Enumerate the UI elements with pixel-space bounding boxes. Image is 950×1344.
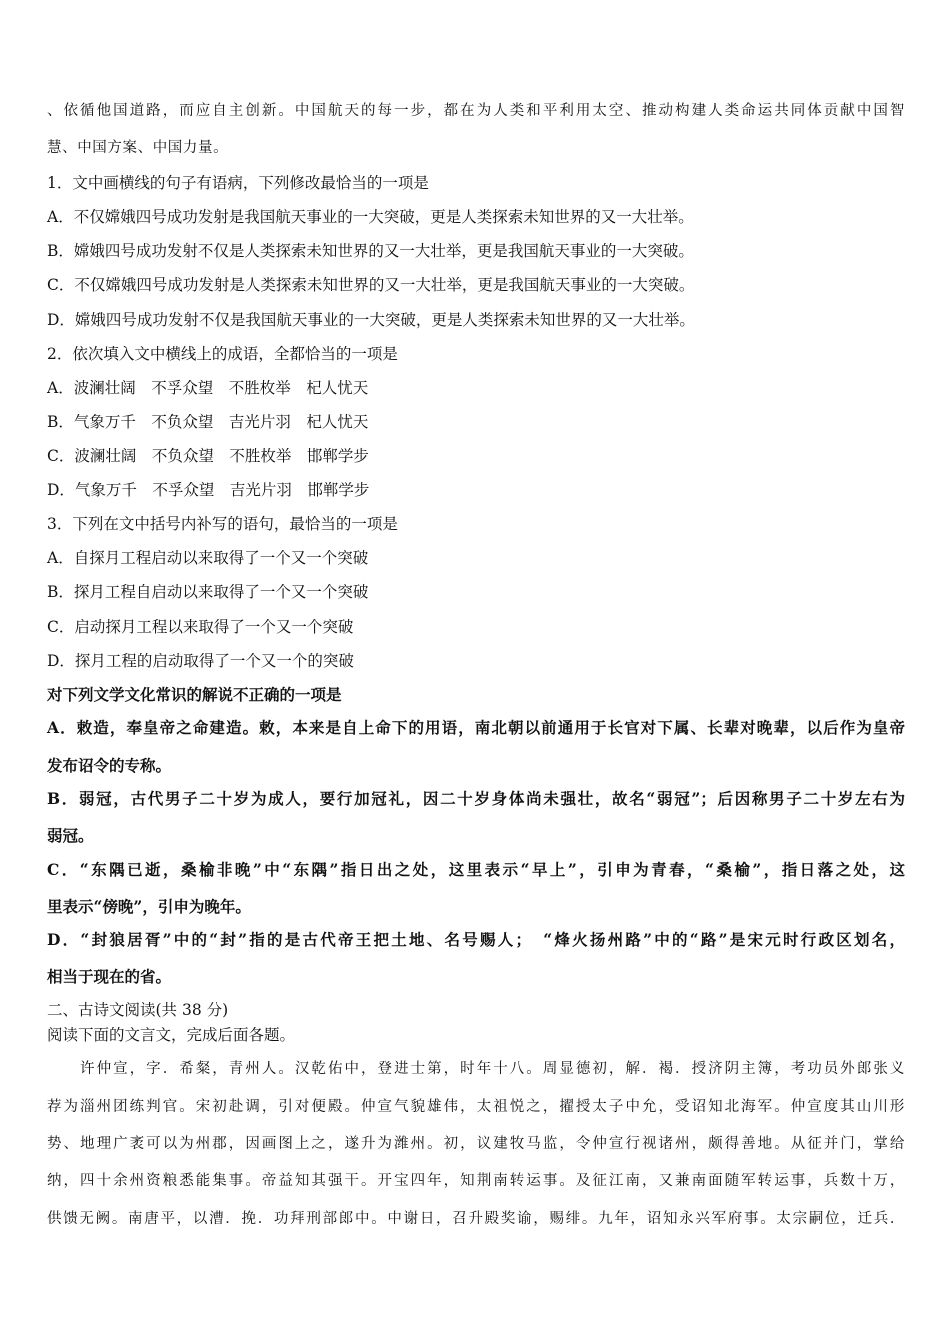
q2-option-d: D．气象万千 不孚众望 吉光片羽 邯郸学步 (47, 481, 370, 499)
q4-option-a-line-2: 发布诏令的专称。 (47, 756, 172, 775)
q4-option-d-line-1: D．“封狼居胥”中的“封”指的是古代帝王把土地、名号赐人； “烽火扬州路”中的“路”是宋元时行政区划名， (47, 930, 905, 949)
passage-line-1: 许仲宣，字．希粲，青州人。汉乾佑中，登进士第，时年十八。周显德初，解．褐．授济阴主簿，考功员外郎张义 (47, 1061, 905, 1077)
q4-option-b-line-1: B．弱冠，古代男子二十岁为成人，要行加冠礼，因二十岁身体尚未强壮，故名“弱冠”；后因称男子二十岁左右为 (47, 789, 905, 808)
q3-option-c: C．启动探月工程以来取得了一个又一个突破 (47, 618, 354, 636)
q3-option-a: A．自探月工程启动以来取得了一个又一个突破 (47, 549, 369, 567)
q2-option-a: A．波澜壮阔 不孚众望 不胜枚举 杞人忧天 (47, 379, 369, 397)
q4-option-c-line-1: C．“东隅已逝，桑榆非晚”中“东隅”指日出之处，这里表示“早上”，引申为青春，“桑榆”，指日落之处，这 (47, 860, 905, 879)
q4-option-d-line-2: 相当于现在的省。 (47, 967, 172, 986)
intro-line-1: 、依循他国道路，而应自主创新。中国航天的每一步，都在为人类和平利用太空、推动构建人类命运共同体贡献中国智 (47, 103, 905, 119)
q2-option-c: C．波澜壮阔 不负众望 不胜枚举 邯郸学步 (47, 447, 369, 465)
intro-line-2: 慧、中国方案、中国力量。 (47, 140, 229, 156)
q4-option-a-line-1: A．敕造，奉皇帝之命建造。敕，本来是自上命下的用语，南北朝以前通用于长官对下属、长辈对晚辈，以后作为皇帝 (47, 718, 905, 737)
passage-line-4: 纳，四十余州资粮悉能集事。帝益知其强干。开宝四年，知荆南转运事。及征江南，又兼南面随军转运事，兵数十万， (47, 1173, 905, 1189)
q1-stem: 1．文中画横线的句子有语病，下列修改最恰当的一项是 (47, 174, 429, 192)
passage-line-3: 势、地理广袤可以为州郡，因画图上之，遂升为潍州。初，议建牧马监，令仲宣行视诸州，颇得善地。从征并门，掌给 (47, 1136, 905, 1152)
q1-option-a: A．不仅嫦娥四号成功发射是我国航天事业的一大突破，更是人类探索未知世界的又一大壮举。 (47, 208, 694, 226)
passage-line-5: 供馈无阙。南唐平，以漕．挽．功拜刑部郎中。中谢日，召升殿奖谕，赐绯。九年，诏知永兴军府事。太宗嗣位，迁兵． (47, 1211, 905, 1227)
section-instruction: 阅读下面的文言文，完成后面各题。 (47, 1026, 296, 1044)
q2-option-b: B．气象万千 不负众望 吉光片羽 杞人忧天 (47, 413, 369, 431)
q1-option-b: B．嫦娥四号成功发射不仅是人类探索未知世界的又一大壮举，更是我国航天事业的一大突破。 (47, 242, 694, 260)
q1-option-c: C．不仅嫦娥四号成功发射是人类探索未知世界的又一大壮举，更是我国航天事业的一大突破。 (47, 276, 695, 294)
passage-line-2: 荐为淄州团练判官。宋初赴调，引对便殿。仲宣气貌雄伟，太祖悦之，擢授太子中允，受诏知北海军。仲宣度其山川形 (47, 1099, 905, 1115)
section-heading: 二、古诗文阅读(共 38 分) (47, 1001, 229, 1019)
q1-option-d: D．嫦娥四号成功发射不仅是我国航天事业的一大突破，更是人类探索未知世界的又一大壮举。 (47, 311, 695, 329)
q2-stem: 2．依次填入文中横线上的成语，全都恰当的一项是 (47, 345, 398, 363)
q3-option-b: B．探月工程自启动以来取得了一个又一个突破 (47, 583, 369, 601)
q3-option-d: D．探月工程的启动取得了一个又一个的突破 (47, 652, 354, 670)
q4-option-b-line-2: 弱冠。 (47, 826, 94, 845)
q4-stem: 对下列文学文化常识的解说不正确的一项是 (47, 685, 342, 704)
q3-stem: 3．下列在文中括号内补写的语句，最恰当的一项是 (47, 515, 398, 533)
q4-option-c-line-2: 里表示“傍晚”，引申为晚年。 (47, 897, 251, 916)
